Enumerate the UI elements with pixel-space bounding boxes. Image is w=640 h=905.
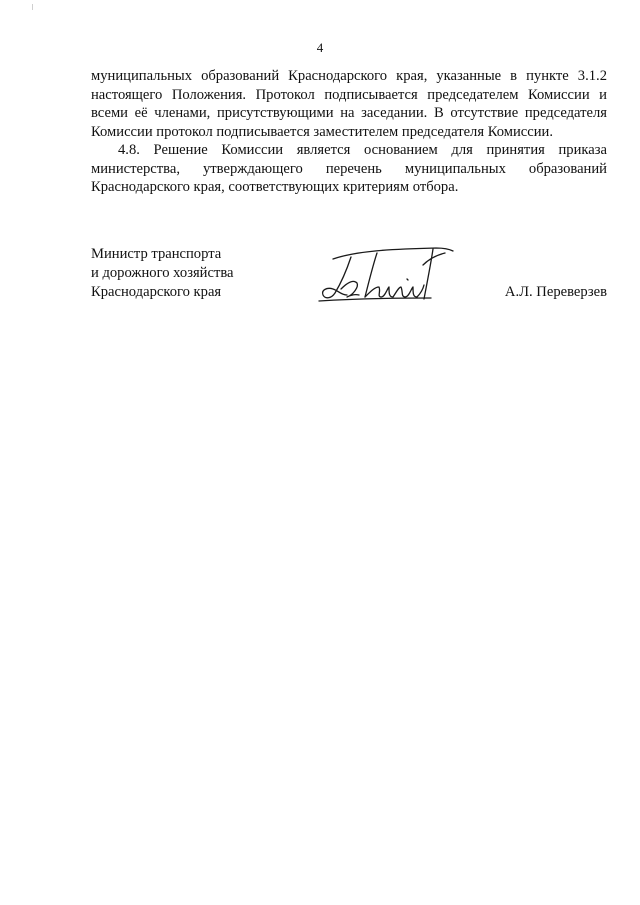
signature-block <box>91 245 607 315</box>
signatory-title-line: и дорожного хозяйства <box>91 265 234 281</box>
document-body <box>91 67 607 197</box>
handwritten-signature <box>311 243 461 305</box>
paragraph-4-8: 4.8. Решение Комиссии является основанием для принятия приказа министерства, утверждающего перечень муниципальных образований Краснодарского края, соответствующих критериям отбора. <box>91 142 607 195</box>
page-number: 4 <box>316 40 324 55</box>
signatory-title <box>91 245 234 302</box>
signatory-title-line: Министр транспорта <box>91 246 222 262</box>
scan-mark <box>32 4 33 10</box>
paragraph-continuation: муниципальных образований Краснодарского края, указанные в пункте 3.1.2 настоящего Положения. Протокол подписывается председателем Комиссии и всеми её членами, присутствующими на заседании. В отсутствие председателя Комиссии протокол подписывается заместителем председателя Комиссии. <box>91 68 607 140</box>
signatory-title-line: Краснодарского края <box>91 284 222 300</box>
signatory-name: А.Л. Переверзев <box>504 284 607 300</box>
